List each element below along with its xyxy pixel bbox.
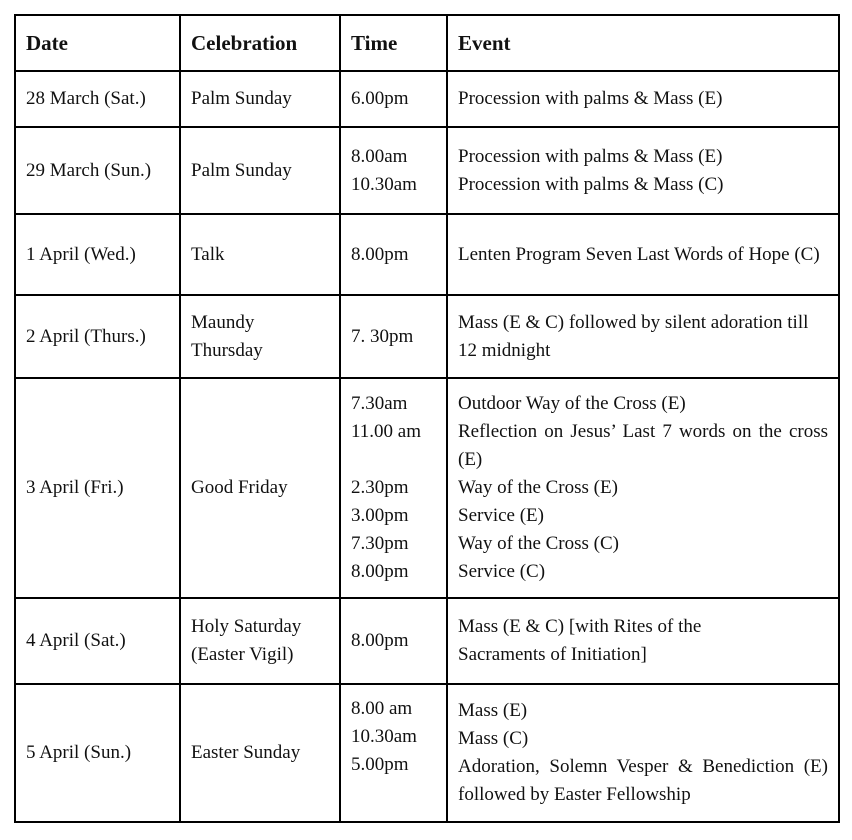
time-cell [340,598,447,684]
event-entry: Way of the Cross (C) [458,533,619,554]
table-row [15,598,839,684]
event-entry: Outdoor Way of the Cross (E) [458,393,686,414]
header-celebration: Celebration [180,15,340,71]
table-row [15,295,839,378]
table-row [15,214,839,295]
date-cell: 4 April (Sat.) [15,598,180,684]
date-cell: 5 April (Sun.) [15,684,180,822]
header-date: Date [15,15,180,71]
celebration-cell: Easter Sunday [180,684,340,822]
time-cell [340,214,447,295]
time-entry: 6.00pm [351,88,409,109]
time-entry: 8.00pm [351,630,409,651]
table-row [15,127,839,214]
time-cell [340,684,447,822]
celebration-cell: Palm Sunday [180,127,340,214]
time-entry: 5.00pm [351,754,409,775]
celebration-cell: Good Friday [180,378,340,598]
schedule-table [14,14,843,823]
time-entry: 10.30am [351,726,417,747]
time-entry: 8.00pm [351,561,409,582]
table-row [15,71,839,127]
celebration-cell: Talk [180,214,340,295]
time-entry: 11.00 am [351,421,422,442]
date-cell: 1 April (Wed.) [15,214,180,295]
event-entry: Mass (E & C) [with Rites of the Sacraments of Initiation] [458,616,702,665]
event-cell [447,71,839,127]
event-entry: Way of the Cross (E) [458,477,618,498]
time-entry: 7.30am [351,393,408,414]
time-entry: 3.00pm [351,505,409,526]
table-row [15,684,839,822]
time-cell [340,295,447,378]
header-row [15,15,839,71]
celebration-cell: Palm Sunday [180,71,340,127]
celebration-cell: Maundy Thursday [180,295,340,378]
time-cell [340,378,447,598]
time-entry: 8.00pm [351,243,409,265]
date-cell: 29 March (Sun.) [15,127,180,214]
time-entry: 7.30pm [351,533,409,554]
date-cell: 28 March (Sat.) [15,71,180,127]
event-entry: Procession with palms & Mass (E) [458,145,723,167]
time-entry: 8.00am [351,145,408,167]
time-cell [340,71,447,127]
event-cell [447,378,839,598]
event-cell [447,684,843,822]
header-time: Time [340,15,447,71]
date-cell: 2 April (Thurs.) [15,295,180,378]
event-entry: Mass (E & C) followed by silent adoration till 12 midnight [458,311,809,361]
table-row [15,378,839,598]
event-entry: Procession with palms & Mass (E) [458,88,723,109]
event-entry: Reflection on Jesus’ Last 7 words on the cross (E) [458,421,828,470]
header-event: Event [447,15,839,71]
event-entry: Adoration, Solemn Vesper & Benediction (E) followed by Easter Fellowship [458,756,843,805]
event-cell [447,127,839,214]
event-cell [447,295,839,378]
time-entry: 10.30am [351,173,417,195]
event-entry: Mass (E) [458,700,528,721]
time-cell [340,127,447,214]
time-entry: 7. 30pm [351,325,414,347]
event-entry: Lenten Program Seven Last Words of Hope (C) [458,243,820,265]
time-entry: 8.00 am [351,698,413,719]
event-entry: Procession with palms & Mass (C) [458,173,724,195]
celebration-cell: Holy Saturday (Easter Vigil) [180,598,340,684]
time-entry: 2.30pm [351,477,409,498]
event-cell [447,598,839,684]
event-entry: Mass (C) [458,728,529,749]
event-entry: Service (C) [458,561,546,582]
event-cell [447,214,839,295]
date-cell: 3 April (Fri.) [15,378,180,598]
event-entry: Service (E) [458,505,544,526]
